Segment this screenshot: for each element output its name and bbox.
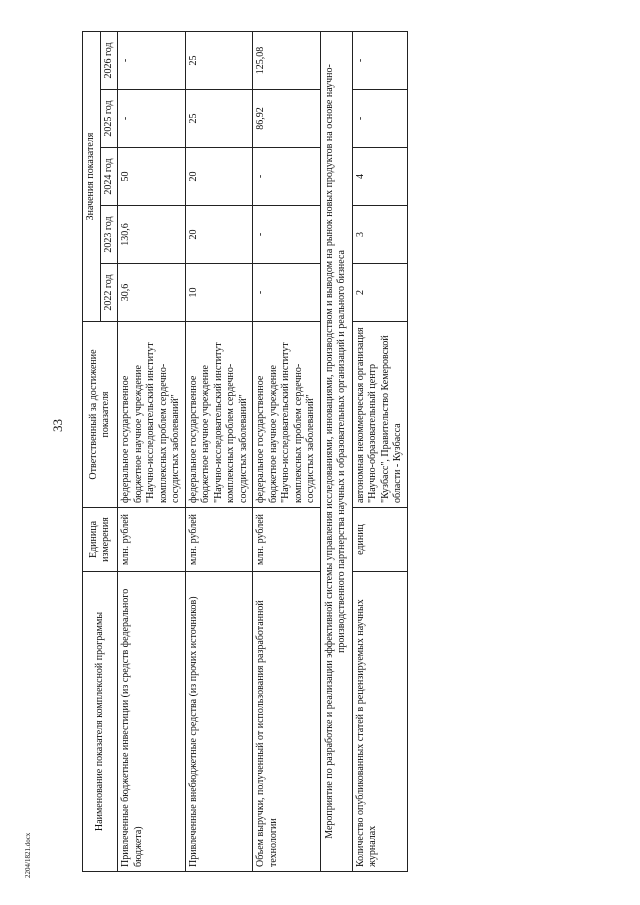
header-responsible: Ответственный за достижение показателя [83,322,118,508]
indicator-name: Привлеченные внебюджетные средства (из прочих источников) [185,572,253,872]
indicator-responsible: автономная некоммерческая организация "Научно-образовательный центр "Кузбасс", Правительство Кемеровской области - Кузбасса [352,322,407,508]
value-cell: 50 [118,148,186,206]
footer-filename: 2204/1821.docx [24,832,32,878]
indicator-unit: единиц [352,508,407,572]
value-cell: 25 [185,90,253,148]
table-row [185,31,253,871]
value-cell: - [253,148,321,206]
indicator-responsible: федеральное государственное бюджетное научное учреждение "Научно-исследовательский институт комплексных проблем сердечно-сосудистых заболеваний" [118,322,186,508]
table-row [118,31,186,871]
header-year: 2026 год [100,31,118,89]
section-title: Мероприятие по разработке и реализации эффективной системы управления исследованиями, инновациями, производством и выводом на рынок новых продуктов на основе научно-производственного партнерства научных и образовательных организаций и реального бизнеса [320,31,352,871]
indicator-table-container [82,32,602,872]
table-row [253,31,321,871]
header-year: 2025 год [100,90,118,148]
value-cell: 125,08 [253,31,321,89]
header-values-group: Значения показателя [83,31,101,321]
indicator-unit: млн. рублей [118,508,186,572]
indicator-unit: млн. рублей [185,508,253,572]
value-cell: 20 [185,206,253,264]
value-cell: - [352,90,407,148]
value-cell: 4 [352,148,407,206]
value-cell: 86,92 [253,90,321,148]
header-year: 2022 год [100,264,118,322]
header-year: 2023 год [100,206,118,264]
header-year: 2024 год [100,148,118,206]
section-row [320,31,352,871]
indicator-name: Объем выручки, полученный от использования разработанной технологии [253,572,321,872]
table-row [352,31,407,871]
indicator-responsible: федеральное государственное бюджетное научное учреждение "Научно-исследовательский институт комплексных проблем сердечно-сосудистых заболеваний" [253,322,321,508]
value-cell: 20 [185,148,253,206]
indicator-name: Привлеченные бюджетные инвестиции (из средств федерального бюджета) [118,572,186,872]
value-cell: - [253,206,321,264]
value-cell: 30,6 [118,264,186,322]
value-cell: - [118,31,186,89]
value-cell: 3 [352,206,407,264]
header-row [83,31,101,871]
value-cell: 130,6 [118,206,186,264]
indicator-name: Количество опубликованных статей в рецензируемых научных журналах [352,572,407,872]
value-cell: - [352,31,407,89]
page-number: 33 [50,419,65,432]
value-cell: 10 [185,264,253,322]
value-cell: 25 [185,31,253,89]
indicator-responsible: федеральное государственное бюджетное научное учреждение "Научно-исследовательский институт комплексных проблем сердечно-сосудистых заболеваний" [185,322,253,508]
value-cell: - [118,90,186,148]
indicator-table [82,31,408,872]
header-unit: Единица измерения [83,508,118,572]
value-cell: 2 [352,264,407,322]
value-cell: - [253,264,321,322]
header-name: Наименование показателя комплексной программы [83,572,118,872]
indicator-unit: млн. рублей [253,508,321,572]
